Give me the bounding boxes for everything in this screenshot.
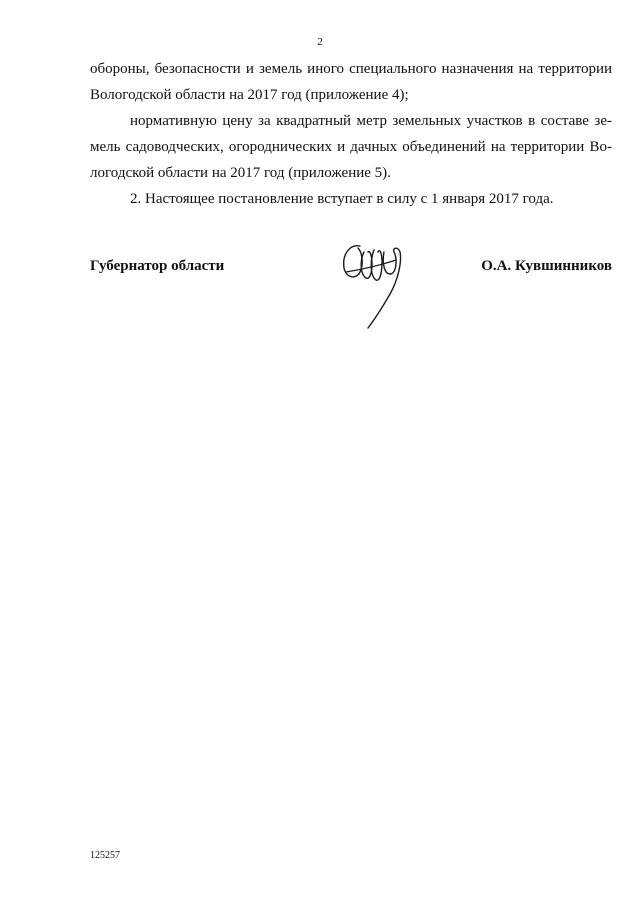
handwritten-signature [338,238,408,330]
paragraph-line: обороны, безопасности и земель иного специального назначения на территории [90,61,612,77]
paragraph-line: нормативную цену за квадратный метр земельных участков в составе зе- [130,113,612,129]
paragraph-defense-lands [90,56,612,108]
paragraph-line: логодской области на 2017 год (приложение 5). [90,165,391,181]
signatory-title: Губернатор области [90,258,225,274]
paragraph-effective-date [90,186,612,212]
paragraph-garden-lands [90,108,612,186]
paragraph-line: мель садоводческих, огороднических и дачных объединений на территории Во- [90,139,612,155]
document-code: 125257 [90,850,120,861]
paragraph-line: 2. Настоящее постановление вступает в силу с 1 января 2017 года. [130,191,554,207]
paragraph-line: Вологодской области на 2017 год (приложение 4); [90,87,409,103]
document-body [90,56,612,212]
page-number: 2 [317,36,323,48]
signatory-name: О.А. Кувшинников [481,258,612,274]
